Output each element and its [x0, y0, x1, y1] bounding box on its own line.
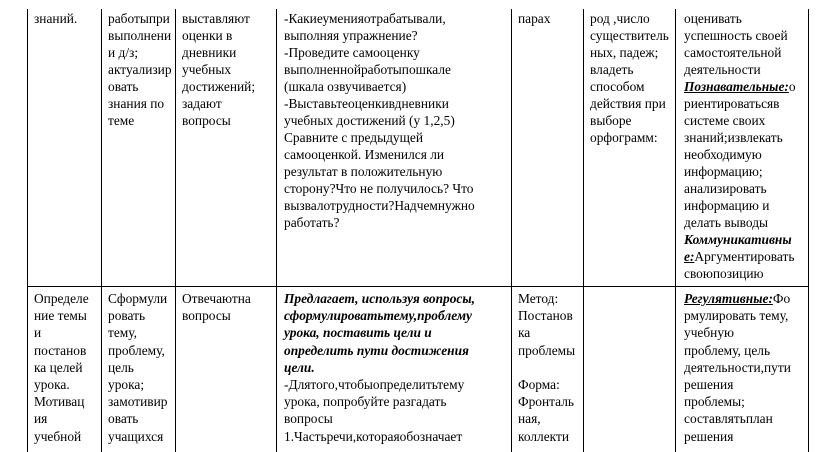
column-divider — [808, 9, 809, 452]
row2-stage-cell — [34, 290, 89, 445]
cell-line: и — [34, 325, 42, 341]
cell-line: информацию; — [684, 164, 763, 179]
cell-line: вопросы — [284, 411, 333, 427]
cell-line: выполненнойработыпошкале — [284, 62, 451, 77]
column-divider — [583, 9, 584, 452]
cell-line: ная, — [518, 411, 541, 427]
cell-line: овать — [108, 411, 139, 427]
cell-line: Мотивац — [34, 394, 85, 410]
communicative-uud-line — [684, 248, 796, 265]
column-divider — [27, 9, 28, 452]
communicative-uud-label: Коммуникативны — [684, 232, 792, 247]
cell-line-emphasis: урока, поставить цели и — [284, 325, 432, 341]
column-divider — [101, 9, 102, 452]
cell-line: постанов — [34, 342, 87, 358]
cell-line: род ,число — [590, 11, 650, 26]
cell-line: вопросы — [182, 308, 231, 324]
cell-line: овать — [108, 79, 139, 94]
cell-line: урока. — [34, 376, 70, 392]
cell-line: Сравните с предыдущей — [284, 130, 424, 145]
cell-line: существитель — [590, 28, 669, 43]
cell-line-emphasis: определить пути достижения — [284, 342, 469, 358]
cell-line-emphasis: цели. — [284, 359, 315, 375]
column-divider — [511, 9, 512, 452]
column-divider — [276, 9, 277, 452]
cell-line: необходимую — [684, 147, 762, 162]
cell-line: дневники — [182, 45, 237, 60]
cell-line: Постанов — [518, 308, 573, 324]
cell-line: учебных — [182, 62, 232, 77]
cell-line: действия при — [590, 96, 666, 111]
column-divider — [675, 9, 676, 452]
cell-line: Определе — [34, 291, 89, 306]
cell-line: самостоятельной — [684, 45, 782, 60]
cell-line: 1.Частьречи,котораяобозначает — [284, 428, 463, 444]
cell-line: анализировать — [684, 181, 767, 196]
cell-line: ка — [518, 325, 531, 341]
cell-line: Отвечаютна — [182, 291, 251, 306]
cell-line: достижений; — [182, 79, 256, 94]
cell-line: знания по — [108, 96, 165, 111]
cell-line: составлятьплан — [684, 411, 773, 427]
cell-line: коллекти — [518, 428, 569, 444]
cell-line — [518, 359, 575, 376]
cell-line-emphasis: сформулироватьтему,проблему — [284, 308, 472, 324]
cell-line: проблему, — [108, 342, 165, 358]
cell-line: самооценкой. Изменился ли — [284, 147, 445, 162]
column-divider — [175, 9, 176, 452]
cell-line: урока, попробуйте разгадать — [284, 394, 447, 410]
cell-line: ия — [34, 411, 48, 427]
cell-text: Аргументировать — [694, 249, 795, 264]
cell-line: работать? — [284, 215, 340, 230]
cell-line: учебной — [34, 428, 82, 444]
cell-line: теме — [108, 113, 135, 128]
regulatory-uud-line — [684, 290, 791, 307]
row2-student-activity-cell — [182, 290, 251, 324]
cell-line: учебную — [684, 325, 735, 341]
cell-line: парах — [518, 11, 551, 26]
regulatory-uud-label: Регулятивные: — [684, 291, 773, 306]
cell-line: урока; — [108, 376, 145, 392]
communicative-uud-label-end: е: — [684, 249, 695, 264]
cell-text: о — [788, 79, 796, 94]
cell-line: -Проведите самооценку — [284, 45, 420, 60]
cell-line: выполняя упражнение? — [284, 28, 418, 43]
cell-line: -Какиеуменияотрабатывали, — [284, 11, 446, 26]
cell-text: Фо — [772, 291, 791, 306]
cell-line: выборе — [590, 113, 632, 128]
row1-uud-cell — [684, 10, 796, 282]
cell-line: выставляют — [182, 11, 250, 26]
cell-line: Метод: — [518, 291, 559, 306]
cell-line: владеть — [590, 62, 634, 77]
cell-line: орфограмм: — [590, 130, 658, 145]
cell-line: учебных достижений (у 1,2,5) — [284, 113, 455, 128]
cell-line: ка целей — [34, 359, 83, 375]
cell-line: делать выводы — [684, 215, 769, 230]
cell-line: Форма: — [518, 376, 560, 392]
row1-method-cell — [518, 10, 550, 27]
cell-line: решения — [684, 428, 734, 444]
cell-line: способом — [590, 79, 645, 94]
cell-line: и д/з; — [108, 45, 139, 60]
cell-line: оценивать — [684, 11, 742, 26]
cell-line: ровать — [108, 308, 146, 324]
cell-line: своюпозицию — [684, 266, 764, 281]
row1-teacher-activity-cell — [284, 10, 475, 231]
cell-line: ных, падеж; — [590, 45, 659, 60]
cell-line: информацию и — [684, 198, 770, 213]
cell-line: проблемы; — [684, 394, 745, 410]
cell-line: системе своих — [684, 113, 766, 128]
row1-student-activity-cell — [182, 10, 255, 129]
row1-subject-results-cell — [590, 10, 669, 146]
cell-line: деятельности,пути — [684, 359, 791, 375]
cell-line: ние темы — [34, 308, 87, 324]
cell-line: результат в положительную — [284, 164, 443, 179]
cell-line: Сформули — [108, 291, 168, 306]
row2-goal-cell — [108, 290, 167, 445]
row2-method-cell — [518, 290, 575, 445]
cell-line: успешность своей — [684, 28, 788, 43]
row2-uud-cell — [684, 290, 791, 445]
cell-line: (шкала озвучивается) — [284, 79, 407, 94]
cell-line: оценки в — [182, 28, 233, 43]
cell-line: решения — [684, 376, 734, 392]
row1-stage-cell — [34, 10, 77, 27]
cognitive-uud-label: Познавательные: — [684, 79, 789, 94]
cell-line: проблемы — [518, 342, 576, 358]
cell-line: замотивир — [108, 394, 168, 410]
row1-goal-cell — [108, 10, 172, 129]
row-divider — [27, 286, 809, 287]
cell-line: знаний;извлекать — [684, 130, 783, 145]
cell-line: риентироватьсяв — [684, 96, 780, 111]
cell-line: вопросы — [182, 113, 231, 128]
cell-line: выполнени — [108, 28, 172, 43]
cell-line: Фронталь — [518, 394, 575, 410]
cell-line: проблему, цель — [684, 342, 771, 358]
cell-line: учащихся — [108, 428, 164, 444]
cell-line: задают — [182, 96, 222, 111]
cognitive-uud-line — [684, 78, 796, 95]
cell-line: вызвалотрудности?Надчемнужно — [284, 198, 475, 213]
cell-line-emphasis: Предлагает, используя вопросы, — [284, 291, 476, 306]
cell-line: актуализир — [108, 62, 172, 77]
cell-line: рмулировать тему, — [684, 308, 789, 324]
cell-line: знаний. — [34, 11, 78, 26]
cell-line: сторону?Что не получилось? Что — [284, 181, 474, 196]
row2-teacher-activity-cell — [284, 290, 475, 445]
cell-line: тему, — [108, 325, 137, 341]
cell-line: цель — [108, 359, 134, 375]
cell-line: -Выставьтеоценкивдневники — [284, 96, 449, 111]
cell-line: работыпри — [108, 11, 170, 26]
cell-line: деятельности — [684, 62, 761, 77]
cell-line: -Длятого,чтобыопределитьтему — [284, 376, 465, 392]
